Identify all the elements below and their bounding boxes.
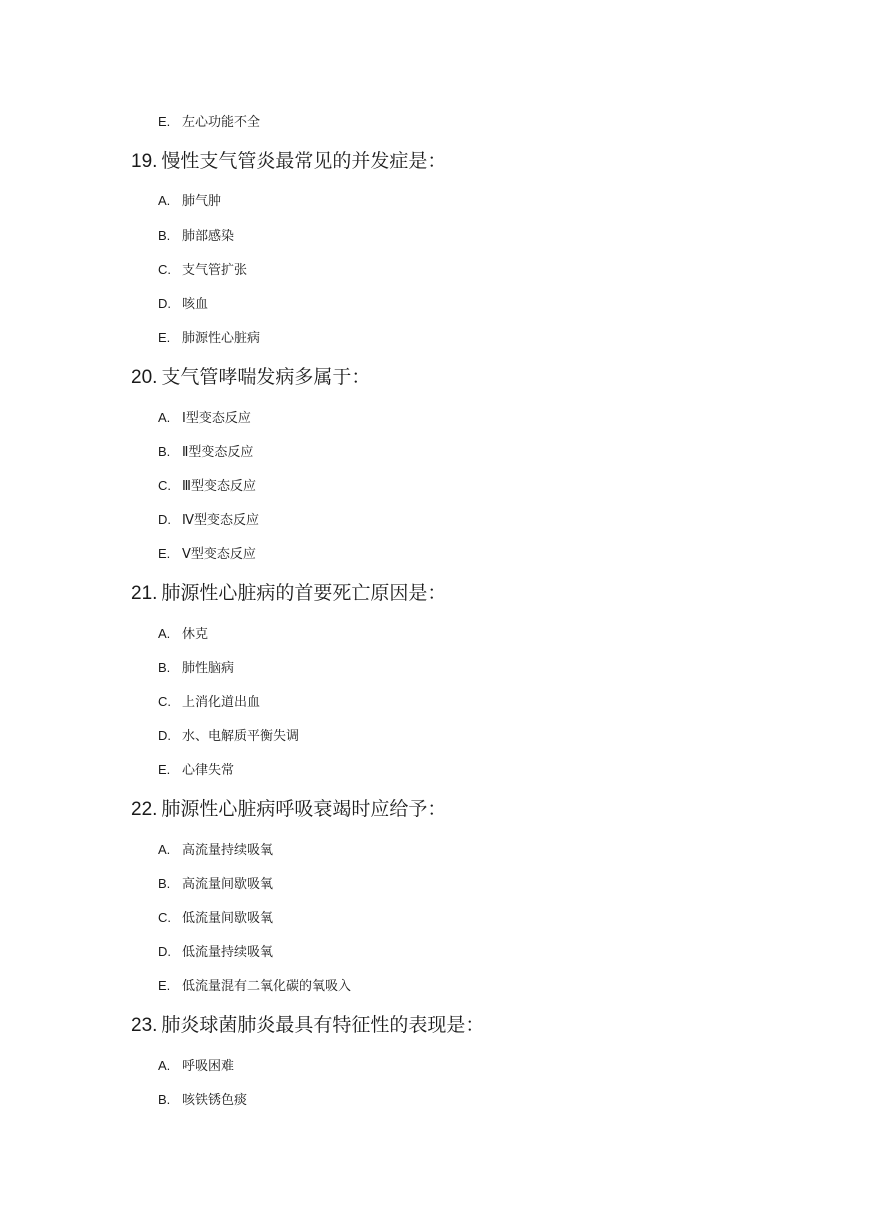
option-text: 呼吸困难 [182,1059,235,1074]
q22-option-b [158,876,273,893]
question-number: 19. [131,151,158,172]
option-text: 高流量间歇吸氧 [182,877,274,892]
question-text: 肺源性心脏病呼吸衰竭时应给予： [161,798,447,820]
option-letter: D. [158,296,171,311]
q22-option-a [158,842,273,859]
option-letter: C. [158,910,171,925]
option-text: 低流量持续吸氧 [182,945,274,960]
q20-option-c [158,478,256,495]
option-letter: A. [158,1058,171,1073]
option-letter: C. [158,694,171,709]
option-text: 左心功能不全 [182,115,261,130]
option-letter: B. [158,876,171,891]
option-letter: B. [158,660,171,675]
option-letter: A. [158,193,171,208]
q21-option-c [158,694,260,711]
option-text: Ⅱ型变态反应 [182,445,254,460]
option-text: 肺源性心脏病 [182,331,261,346]
option-letter: E. [158,546,171,561]
q22-option-c [158,910,273,927]
option-text: Ⅳ型变态反应 [182,513,259,528]
q19-option-d [158,296,208,313]
question-text: 慢性支气管炎最常见的并发症是： [161,150,447,172]
option-text: 水、电解质平衡失调 [182,729,300,744]
q21-option-b [158,660,234,677]
question-number: 21. [131,583,158,604]
option-text: 低流量间歇吸氧 [182,911,274,926]
option-text: 咳铁锈色痰 [182,1093,248,1108]
option-text: 低流量混有二氧化碳的氧吸入 [182,979,352,994]
question-20 [131,366,370,389]
q19-option-b [158,228,234,245]
option-text: 肺部感染 [182,229,235,244]
option-letter: B. [158,228,171,243]
q19-option-c [158,262,247,279]
option-letter: C. [158,262,171,277]
q19-option-e [158,330,260,347]
question-number: 20. [131,367,158,388]
q20-option-e [158,546,256,563]
question-text: 肺炎球菌肺炎最具有特征性的表现是： [161,1014,485,1036]
option-letter: C. [158,478,171,493]
question-text: 支气管哮喘发病多属于： [161,366,371,388]
option-letter: E. [158,978,171,993]
question-19 [131,150,446,173]
option-letter: D. [158,728,171,743]
option-text: 支气管扩张 [182,263,248,278]
option-text: Ⅲ型变态反应 [182,479,256,494]
option-text: 休克 [182,627,209,642]
option-text: 肺气肿 [182,194,222,209]
question-number: 22. [131,799,158,820]
q20-option-b [158,444,253,461]
q23-option-b [158,1092,247,1109]
q21-option-e [158,762,234,779]
option-letter: A. [158,626,171,641]
option-letter: B. [158,1092,171,1107]
option-letter: E. [158,762,171,777]
question-23 [131,1014,484,1037]
option-text: 咳血 [182,297,209,312]
option-text: 高流量持续吸氧 [182,843,274,858]
option-text: 肺性脑病 [182,661,235,676]
q21-option-a [158,626,208,643]
option-letter: A. [158,842,171,857]
q20-option-a [158,410,251,427]
question-22 [131,798,446,821]
option-letter: E. [158,330,171,345]
option-text: Ⅰ型变态反应 [182,411,251,426]
q22-option-e [158,978,351,995]
option-text: 上消化道出血 [182,695,261,710]
q19-option-a [158,193,221,210]
q20-option-d [158,512,259,529]
q23-option-a [158,1058,234,1075]
option-letter: B. [158,444,171,459]
option-text: Ⅴ型变态反应 [182,547,256,562]
option-letter: A. [158,410,171,425]
q22-option-d [158,944,273,961]
option-text: 心律失常 [182,763,235,778]
option-letter: D. [158,512,171,527]
question-21 [131,582,446,605]
question-number: 23. [131,1015,158,1036]
option-letter: D. [158,944,171,959]
prev-option-e [158,114,260,131]
question-text: 肺源性心脏病的首要死亡原因是： [161,582,447,604]
q21-option-d [158,728,299,745]
option-letter: E. [158,114,171,129]
